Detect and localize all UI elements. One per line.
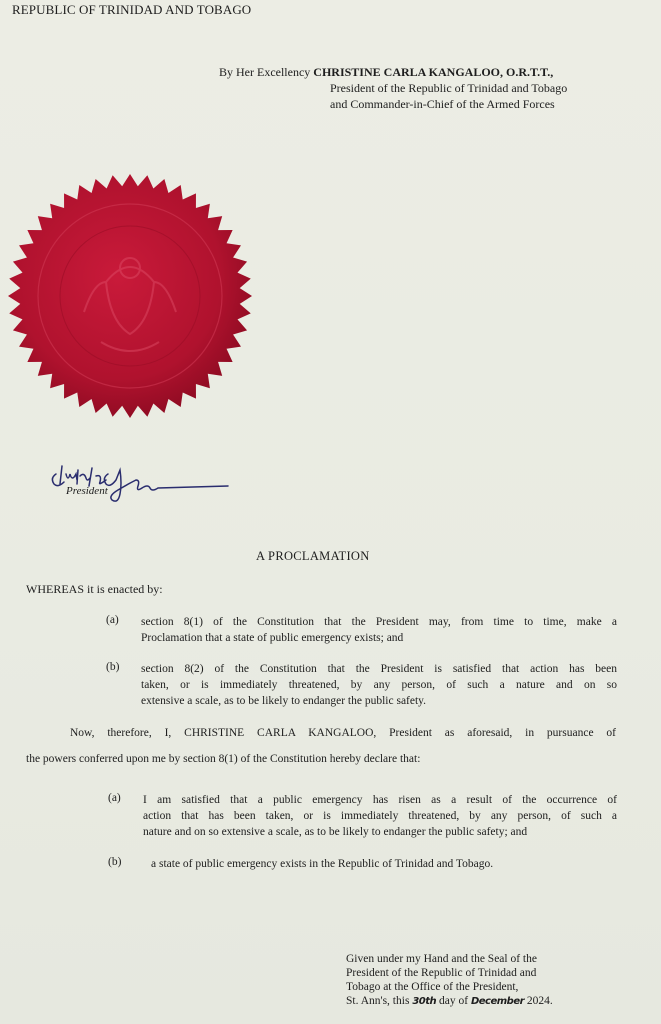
seal-icon <box>6 172 254 420</box>
enacted-b-line: taken, or is immediately threatened, by any person, of such a nature and on so <box>141 679 617 691</box>
declaration-a-line: nature and on so extensive a scale, as to be likely to endanger the public safety; and <box>143 826 528 838</box>
proclamation-title: A PROCLAMATION <box>256 549 370 563</box>
declaration-b-label: (b) <box>108 856 122 868</box>
excellency-line-2: President of the Republic of Trinidad and Tobago <box>330 81 568 95</box>
declaration-a-line: I am satisfied that a public emergency has risen as a result of the occurrence of <box>143 794 617 806</box>
given-line: Given under my Hand and the Seal of the <box>346 953 537 965</box>
enacted-b-line: section 8(2) of the Constitution that the President is satisfied that action has been <box>141 663 617 675</box>
handwritten-day: 30th <box>412 996 437 1007</box>
excellency-block <box>219 64 567 112</box>
president-name: CHRISTINE CARLA KANGALOO, O.R.T.T., <box>313 65 554 79</box>
given-date-prefix: St. Ann's, this <box>346 995 413 1007</box>
declaration-a-label: (a) <box>108 792 121 804</box>
excellency-line-1 <box>219 64 567 80</box>
given-under-block <box>346 952 553 1009</box>
enacted-b-label: (b) <box>106 661 120 673</box>
given-date-line <box>346 994 553 1009</box>
declaration-a-text <box>143 792 617 840</box>
given-line: Tobago at the Office of the President, <box>346 981 519 993</box>
official-seal <box>6 172 254 420</box>
excellency-line-3: and Commander-in-Chief of the Armed Forces <box>330 97 555 111</box>
given-date-year: 2024. <box>524 995 553 1007</box>
enacted-a-label: (a) <box>106 614 119 626</box>
enacted-a-text <box>141 614 617 646</box>
now-therefore-line-1: Now, therefore, I, CHRISTINE CARLA KANGALOO, President as aforesaid, in pursuance of <box>70 727 616 739</box>
enacted-b-text <box>141 661 617 709</box>
given-line: President of the Republic of Trinidad and <box>346 967 537 979</box>
now-therefore-line-2: the powers conferred upon me by section 8(1) of the Constitution hereby declare that: <box>26 753 421 765</box>
excellency-prefix: By Her Excellency <box>219 65 314 79</box>
handwritten-month: December <box>470 996 525 1007</box>
enacted-a-line: section 8(1) of the Constitution that the President may, from time to time, make a <box>141 616 617 628</box>
enacted-b-line: extensive a scale, as to be likely to endanger the public safety. <box>141 695 427 707</box>
whereas-clause: WHEREAS it is enacted by: <box>26 582 163 596</box>
declaration-a-line: action that has been taken, or is immediately threatened, by any person, of such a <box>143 810 617 822</box>
declaration-b-text: a state of public emergency exists in the Republic of Trinidad and Tobago. <box>151 858 494 870</box>
republic-header: REPUBLIC OF TRINIDAD AND TOBAGO <box>12 2 252 17</box>
signature-title: President <box>66 485 108 497</box>
enacted-a-line: Proclamation that a state of public emergency exists; and <box>141 632 404 644</box>
given-date-mid: day of <box>436 995 471 1007</box>
